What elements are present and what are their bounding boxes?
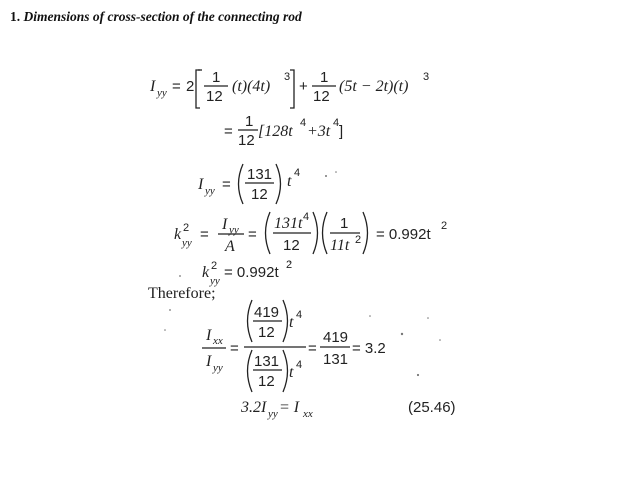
eq1-frac-num: 1 [212,69,221,86]
eq1-exp1: 3 [284,71,291,83]
svg-text:=: = [200,226,209,243]
eq3-num: 131 [247,166,273,183]
eq3-exp: 4 [294,167,301,179]
eq2-mid: +3t [307,123,331,140]
eq6-a-exp: 4 [296,309,303,321]
eq4-f1-den: A [225,238,235,255]
eq5-rhs: = 0.992t [224,264,279,281]
eq6-b-den: 12 [258,373,275,390]
eq4-f3-num: 1 [340,215,349,232]
eq6-a-den: 12 [258,324,275,341]
eq4-f1-num: I [222,216,228,233]
eq6-result: = 3.2 [352,340,386,357]
eq3-den: 12 [251,186,268,203]
eq1-plus: + [299,78,308,95]
eq1-exp2: 3 [423,71,430,83]
eq6-lhs-num: I [206,327,212,344]
heading [10,9,302,25]
eq1-lhs-sub: yy [157,87,167,99]
eq4-f2-num-exp: 4 [303,211,310,223]
heading-number: 1. [10,9,21,24]
eq1-frac-den-2: 12 [313,88,330,105]
eq7-sub2: xx [303,408,313,420]
eq2-frac-den: 12 [238,132,255,149]
eq6-a-num: 419 [254,304,280,321]
eq3-lhs-sub: yy [205,185,215,197]
eq1-frac-num-2: 1 [320,69,329,86]
svg-text:=: = [308,340,317,357]
eq1-coef: 2 [186,78,195,95]
equation-5 [202,259,292,287]
eq7-eq: = I [279,399,300,416]
svg-text:=: = [230,340,239,357]
svg-text:=: = [222,176,231,193]
eq5-lhs: k [202,264,210,281]
scanned-equations [140,40,480,440]
therefore-label: Therefore; [148,285,216,302]
eq6-lhs-num-sub: xx [213,335,223,347]
eq1-lhs: I [150,78,156,95]
eq2-body: [128t [258,123,293,140]
eq2-exp1: 4 [300,117,307,129]
eq6-b-tail: t [289,364,294,381]
eq5-lhs-sub: yy [210,275,220,287]
equation-4 [174,211,447,255]
svg-text:=: = [224,123,233,140]
eq6-b-exp: 4 [296,359,303,371]
eq7-text: 3.2I [241,399,267,416]
eq4-result-exp: 2 [441,220,448,232]
eq4-f2-num: 131t [274,215,303,232]
eq4-lhs-sup: 2 [183,222,190,234]
eq6-a-tail: t [289,314,294,331]
eq4-lhs: k [174,226,182,243]
svg-text:=: = [248,226,257,243]
eq4-result: = 0.992t [376,226,431,243]
eq1-frac-den: 12 [206,88,223,105]
eq1-term1: (t)(4t) [232,78,271,95]
eq6-lhs-den: I [206,353,212,370]
eq6-r-den: 131 [323,351,349,368]
eq2-close: ] [339,123,344,140]
eq4-lhs-sub: yy [182,237,192,249]
eq4-f1-num-sub: yy [229,224,239,236]
eq2-frac-num: 1 [245,113,254,130]
eq6-lhs-den-sub: yy [213,362,223,374]
eq3-tail: t [287,173,292,190]
heading-title: Dimensions of cross-section of the connecting rod [23,9,302,24]
eq1-term2: (5t − 2t)(t) [339,78,409,95]
eq5-rhs-exp: 2 [286,259,293,271]
equation-6 [202,300,386,392]
equation-7 [240,399,456,420]
equation-3 [197,164,300,204]
eq4-f3-den: 11t [330,237,350,254]
eq6-b-num: 131 [254,353,280,370]
equation-2 [224,113,343,149]
eq6-r-num: 419 [323,329,349,346]
svg-text:=: = [172,78,181,95]
equation-number: (25.46) [408,399,456,416]
eq3-lhs: I [198,176,204,193]
eq5-lhs-sup: 2 [211,260,218,272]
eq7-sub1: yy [268,408,278,420]
eq2-exp2: 4 [333,117,340,129]
eq4-f2-den: 12 [283,237,300,254]
equation-1 [149,69,429,108]
eq4-f3-den-exp: 2 [355,234,362,246]
